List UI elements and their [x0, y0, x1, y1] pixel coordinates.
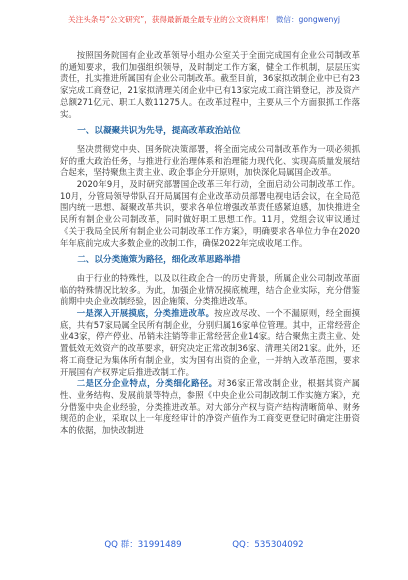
banner-contact: 微信：gongwenyj [275, 15, 340, 24]
footer-contacts [0, 538, 408, 550]
paragraph-intro: 按照国务院国有企业改革领导小组办公室关于全面完成国有企业公司制改革的通知要求，我们加强组织领导，及时制定工作方案，健全工作机制，层层压实责任，扎实推进所属国有企业公司制改革。截至目前，36家拟改制企业中已有23家完成工商登记，21家拟清理关闭企业中已有13家完成工商注销登记，涉及资产总额271亿元、职工人数11275人。在改革过程中，主要从三个方面狠抓工作落实。 [60, 50, 360, 119]
footer-qq-group: QQ 群：31991489 [104, 540, 182, 550]
paragraph-6-lead: 二是区分企业特点，分类细化路径。 [76, 378, 218, 389]
paragraph-6 [60, 378, 360, 437]
paragraph-4: 由于行业的特殊性，以及以往政企合一的历史背景，所属企业公司制改革面临的特殊情况比较多。为此，加强企业情况摸底梳理，结合企业实际，充分借鉴前期中央企业改制经验，因企施策、分类推进改革。 [60, 272, 360, 307]
paragraph-6-text: 对36家正常改制企业，根据其资产属性、业务结构、发展前景等特点，参照《中央企业公司制改制工作实施方案》，充分借鉴中央企业经验，分类推进改革。对大部分产权与资产结构清晰简单、财务规范的企业，采取以上一年度经审计的净资产值作为工商变更登记时确定注册资本的依据，加快改制进 [60, 378, 361, 436]
top-banner [0, 14, 408, 25]
footer-qq: QQ：535304092 [232, 540, 304, 550]
banner-text: 关注头条号“公文研究”，获得最新最全最专业的公文资料库！ [68, 15, 274, 24]
paragraph-5-text: 按应改尽改、一个不漏原则，经全面摸底，共有57家局属全民所有制企业，分别归属16家单位管理。其中，正常经营企业43家，停产停业、吊销未注销等非正常经营企业14家。结合聚焦主责主业、处置低效无效资产的改革要求，研究决定正常改制36家、清理关闭21家。此外，还将工商登记为集体所有制企业，实为国有出资的企业，一并纳入改革范围，要求开展国有产权界定后推进改制工作。 [60, 308, 361, 377]
section-heading-1: 一、以凝聚共识为先导，提高改革政治站位 [77, 126, 241, 137]
document-body [60, 50, 360, 437]
paragraph-3: 2020年9月，及时研究部署国企改革三年行动，全面启动公司制改革工作。10月，分管局领导带队召开局属国有企业改革动员部署电视电话会议，在全局范围内统一思想、凝聚改革共识，要求各单位增强改革责任感紧迫感，加快推进全民所有制企业公司制改革，同时做好职工思想工作。11月，党组会议审议通过《关于我局全民所有制企业公司制改革工作方案》，明确要求各单位力争在2020年年底前完成大多数企业的改制工作，确保2022年完成收尾工作。 [60, 179, 360, 248]
paragraph-5-lead: 一是深入开展摸底，分类推进改革。 [76, 308, 215, 319]
section-heading-2: 二、以分类施策为路径，细化改革思路举措 [77, 255, 241, 266]
paragraph-2: 坚决贯彻党中央、国务院决策部署，将全面完成公司制改革作为一项必须抓好的重大政治任务，与推进行业治理体系和治理能力现代化、实现高质量发展结合起来，坚持聚焦主责主业、政企事企分开原则，加快深化局属国企改革。 [60, 143, 360, 178]
paragraph-5 [60, 308, 360, 378]
